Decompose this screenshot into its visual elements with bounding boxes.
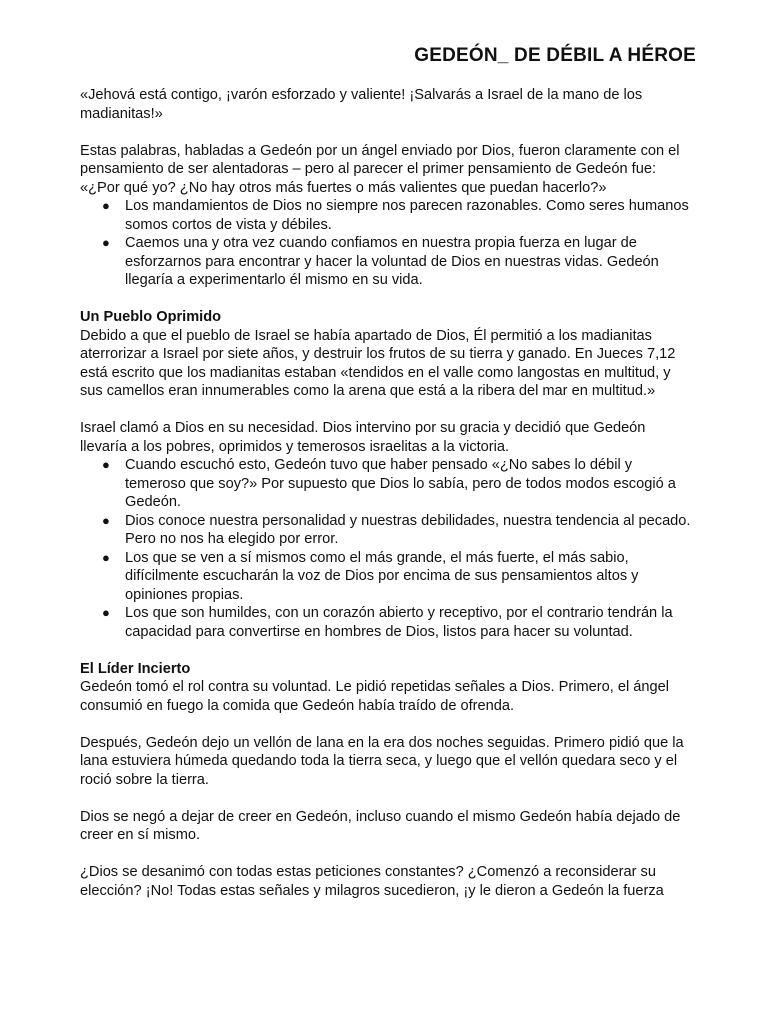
paragraph-spacer bbox=[80, 845, 696, 864]
bullet-icon: ● bbox=[102, 549, 110, 565]
list-item bbox=[102, 604, 696, 641]
intro-bullet-list bbox=[80, 197, 696, 290]
list-item bbox=[102, 549, 696, 605]
intro-paragraph: Estas palabras, habladas a Gedeón por un ángel enviado por Dios, fueron claramente con el pensamiento de ser alentadoras – pero al parecer el primer pensamiento de Gedeón fue: «¿Por qué yo? ¿No hay otros más fuertes o más valientes que puedan hacerlo?» bbox=[80, 142, 680, 196]
section2-paragraph: Gedeón tomó el rol contra su voluntad. Le pidió repetidas señales a Dios. Primero, el ángel consumió en fuego la comida que Gedeón había traído de ofrenda. bbox=[80, 679, 669, 714]
list-item-text: Cuando escuchó esto, Gedeón tuvo que haber pensado «¿No sabes lo débil y temeroso que soy?» Por supuesto que Dios lo sabía, pero de todos modos escogió a Gedeón. bbox=[125, 457, 676, 510]
section1-bullet-list bbox=[80, 456, 696, 641]
paragraph-spacer bbox=[80, 715, 696, 734]
bullet-icon: ● bbox=[102, 457, 110, 472]
section1-paragraph: Israel clamó a Dios en su necesidad. Dios intervino por su gracia y decidió que Gedeón llevaría a los pobres, oprimidos y temerosos israelitas a la victoria. bbox=[80, 420, 646, 455]
bullet-icon: ● bbox=[102, 605, 110, 620]
list-item-text: Dios conoce nuestra personalidad y nuestras debilidades, nuestra tendencia al pecado. Pero no nos ha elegido por error. bbox=[125, 512, 691, 547]
list-item-text: Los que son humildes, con un corazón abierto y receptivo, por el contrario tendrán la capacidad para convertirse en hombres de Dios, listos para hacer su voluntad. bbox=[125, 605, 673, 640]
list-item bbox=[102, 234, 696, 290]
paragraph-spacer bbox=[80, 123, 696, 142]
section-heading-pueblo-oprimido: Un Pueblo Oprimido bbox=[80, 309, 222, 325]
section2-paragraph: Dios se negó a dejar de creer en Gedeón, incluso cuando el mismo Gedeón había dejado de creer en sí mismo. bbox=[80, 808, 681, 843]
section2-paragraph: ¿Dios se desanimó con todas estas peticiones constantes? ¿Comenzó a reconsiderar su elección? ¡No! Todas estas señales y milagros sucedieron, ¡y le dieron a Gedeón la fuerza bbox=[80, 864, 664, 899]
paragraph-spacer bbox=[80, 401, 696, 420]
bullet-icon: ● bbox=[102, 235, 110, 250]
paragraph-spacer bbox=[80, 789, 696, 808]
list-item bbox=[102, 456, 696, 512]
list-item-text: Los que se ven a sí mismos como el más grande, el más fuerte, el más sabio, difícilmente escucharán la voz de Dios por encima de sus pensamientos altos y opiniones propias. bbox=[125, 549, 639, 603]
bullet-icon: ● bbox=[102, 198, 110, 213]
list-item-text: Caemos una y otra vez cuando confiamos en nuestra propia fuerza en lugar de esforzarnos para encontrar y hacer la voluntad de Dios en nuestras vidas. Gedeón llegaría a experimentarlo él mismo en su vida. bbox=[125, 235, 659, 288]
paragraph-spacer bbox=[80, 641, 696, 660]
document-title: GEDEÓN_ DE DÉBIL A HÉROE bbox=[414, 45, 696, 66]
list-item bbox=[102, 197, 696, 234]
list-item-text: Los mandamientos de Dios no siempre nos parecen razonables. Como seres humanos somos cortos de vista y débiles. bbox=[125, 198, 689, 233]
list-item bbox=[102, 512, 696, 549]
section-heading-lider-incierto: El Líder Incierto bbox=[80, 660, 191, 677]
intro-quote: «Jehová está contigo, ¡varón esforzado y valiente! ¡Salvarás a Israel de la mano de los madianitas!» bbox=[80, 87, 643, 122]
bullet-icon: ● bbox=[102, 512, 110, 528]
section1-paragraph: Debido a que el pueblo de Israel se había apartado de Dios, Él permitió a los madianitas aterrorizar a Israel por siete años, y destruir los frutos de su tierra y ganado. En Jueces 7,12 está escrito que los madianitas estaban «tendidos en el valle como langostas en multitud, y sus camellos eran innumerables como la arena que está a la ribera del mar en multitud.» bbox=[80, 327, 676, 399]
paragraph-spacer bbox=[80, 290, 696, 309]
section2-paragraph: Después, Gedeón dejo un vellón de lana en la era dos noches seguidas. Primero pidió que la lana estuviera húmeda quedando toda la tierra seca, y luego que el vellón quedara seco y el roció sobre la tierra. bbox=[80, 734, 684, 788]
